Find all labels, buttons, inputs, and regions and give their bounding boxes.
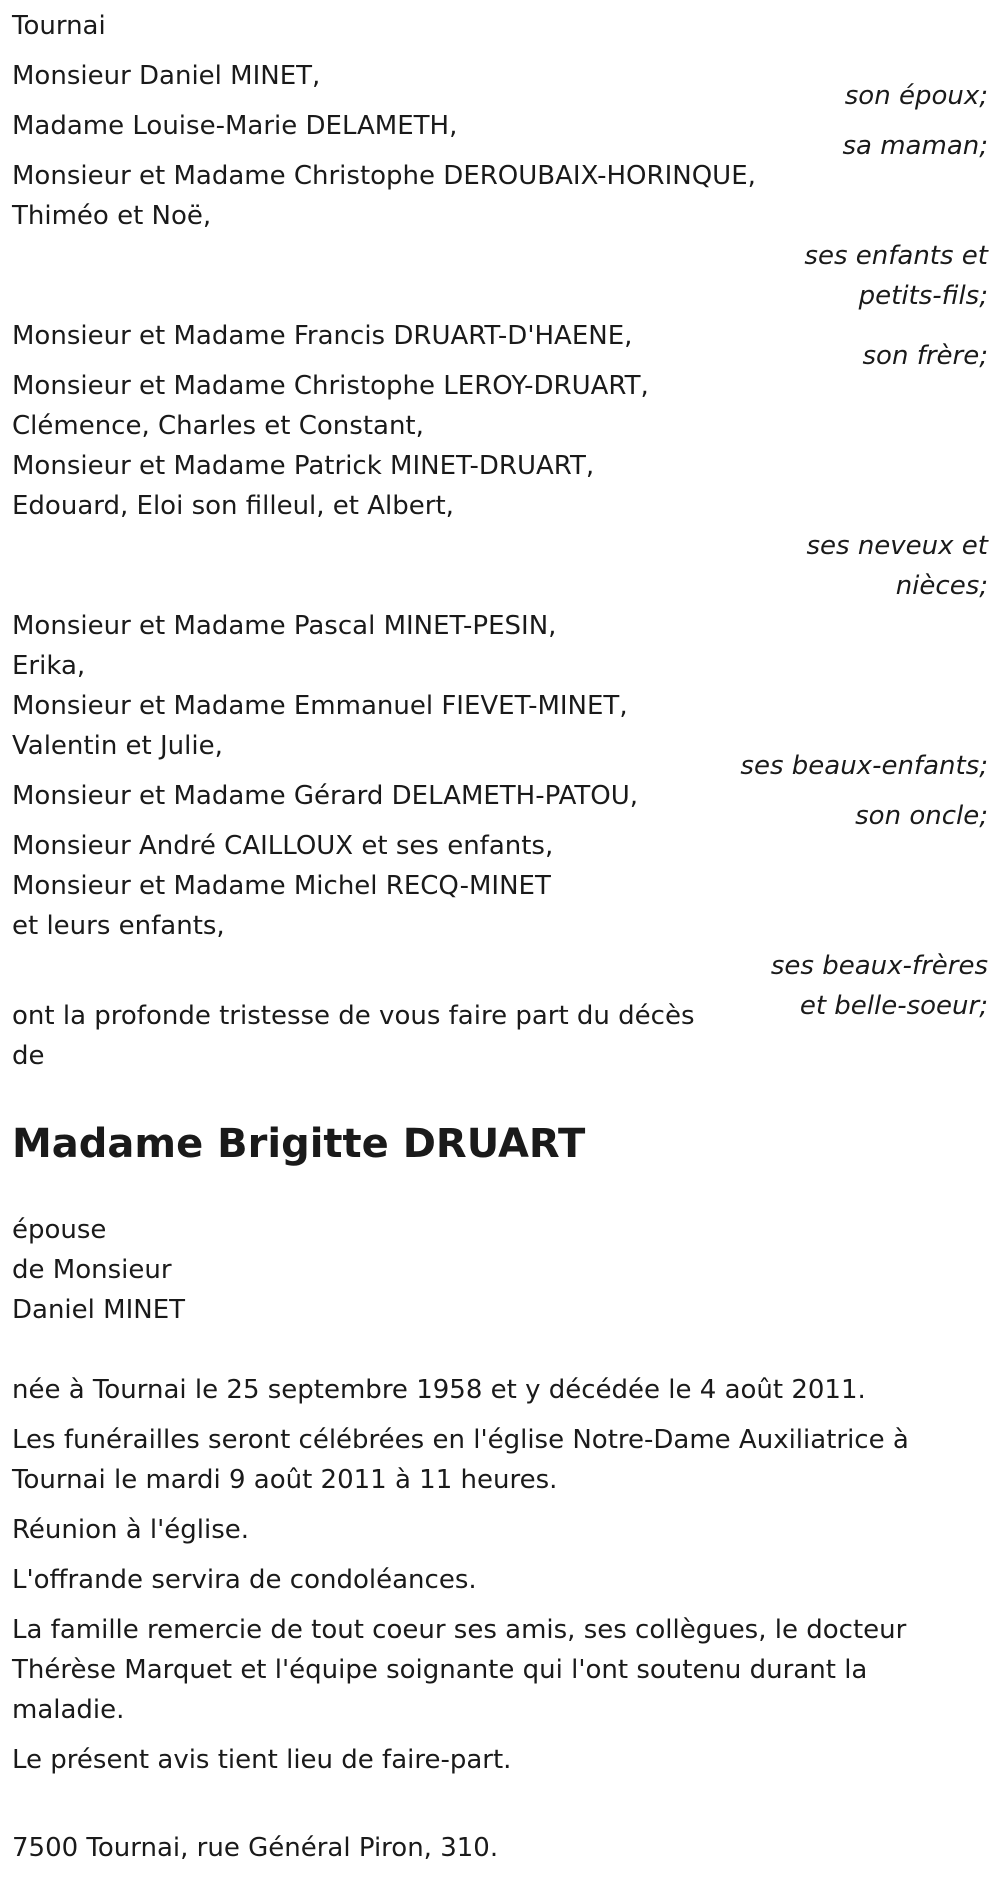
- relation-label: son oncle;: [855, 801, 988, 831]
- spouse-line: Daniel MINET: [12, 1295, 185, 1325]
- relation-label: sa maman;: [842, 131, 988, 161]
- family-line: Monsieur et Madame Michel RECQ-MINET: [12, 871, 551, 901]
- city-heading: Tournai: [12, 11, 106, 41]
- spouse-block: [12, 1210, 988, 1330]
- family-line: Edouard, Eloi son filleul, et Albert,: [12, 491, 454, 521]
- relation-label: son frère;: [862, 341, 988, 371]
- announcement-text: ont la profonde tristesse de vous faire part du décès de: [12, 1001, 695, 1071]
- meeting-text: Réunion à l'église.: [12, 1515, 250, 1545]
- family-line: Monsieur Daniel MINET,: [12, 61, 321, 91]
- birth-death-text: née à Tournai le 25 septembre 1958 et y décédée le 4 août 2011.: [12, 1375, 866, 1405]
- relation-label: ses beaux-frères et belle-soeur;: [770, 951, 988, 1021]
- offering-text: L'offrande servira de condoléances.: [12, 1565, 477, 1595]
- thanks-text: La famille remercie de tout coeur ses amis, ses collègues, le docteur Thérèse Marquet et l'équipe soignante qui l'ont soutenu durant la maladie.: [12, 1615, 907, 1725]
- family-line: Monsieur et Madame Christophe LEROY-DRUART,: [12, 371, 649, 401]
- relation-label: ses enfants et petits-fils;: [804, 241, 988, 311]
- family-line: Monsieur André CAILLOUX et ses enfants,: [12, 831, 554, 861]
- family-line: Monsieur et Madame Francis DRUART-D'HAENE,: [12, 321, 633, 351]
- family-line: Thiméo et Noë,: [12, 201, 212, 231]
- relation-label: ses beaux-enfants;: [740, 751, 988, 781]
- family-line: et leurs enfants,: [12, 911, 225, 941]
- family-group: [12, 156, 988, 316]
- notice-text: Le présent avis tient lieu de faire-part.: [12, 1745, 512, 1775]
- address-text: 7500 Tournai, rue Général Piron, 310.: [12, 1833, 499, 1863]
- family-line: Valentin et Julie,: [12, 731, 223, 761]
- family-line: Monsieur et Madame Pascal MINET-PESIN,: [12, 611, 557, 641]
- family-line: Monsieur et Madame Gérard DELAMETH-PATOU,: [12, 781, 639, 811]
- relation-label: ses neveux et nièces;: [806, 531, 988, 601]
- family-line: Clémence, Charles et Constant,: [12, 411, 424, 441]
- spouse-line: épouse: [12, 1215, 107, 1245]
- family-line: Monsieur et Madame Christophe DEROUBAIX-HORINQUE,: [12, 161, 756, 191]
- family-list: [12, 56, 988, 1026]
- funeral-text: Les funérailles seront célébrées en l'église Notre-Dame Auxiliatrice à Tournai le mardi 9 août 2011 à 11 heures.: [12, 1425, 909, 1495]
- spouse-line: de Monsieur: [12, 1255, 172, 1285]
- family-line: Erika,: [12, 651, 86, 681]
- family-group: [12, 606, 988, 786]
- family-group: [12, 366, 988, 606]
- family-line: Madame Louise-Marie DELAMETH,: [12, 111, 458, 141]
- family-line: Monsieur et Madame Emmanuel FIEVET-MINET,: [12, 691, 628, 721]
- relation-label: son époux;: [844, 81, 988, 111]
- family-line: Monsieur et Madame Patrick MINET-DRUART,: [12, 451, 595, 481]
- deceased-name: Madame Brigitte DRUART: [12, 1121, 586, 1167]
